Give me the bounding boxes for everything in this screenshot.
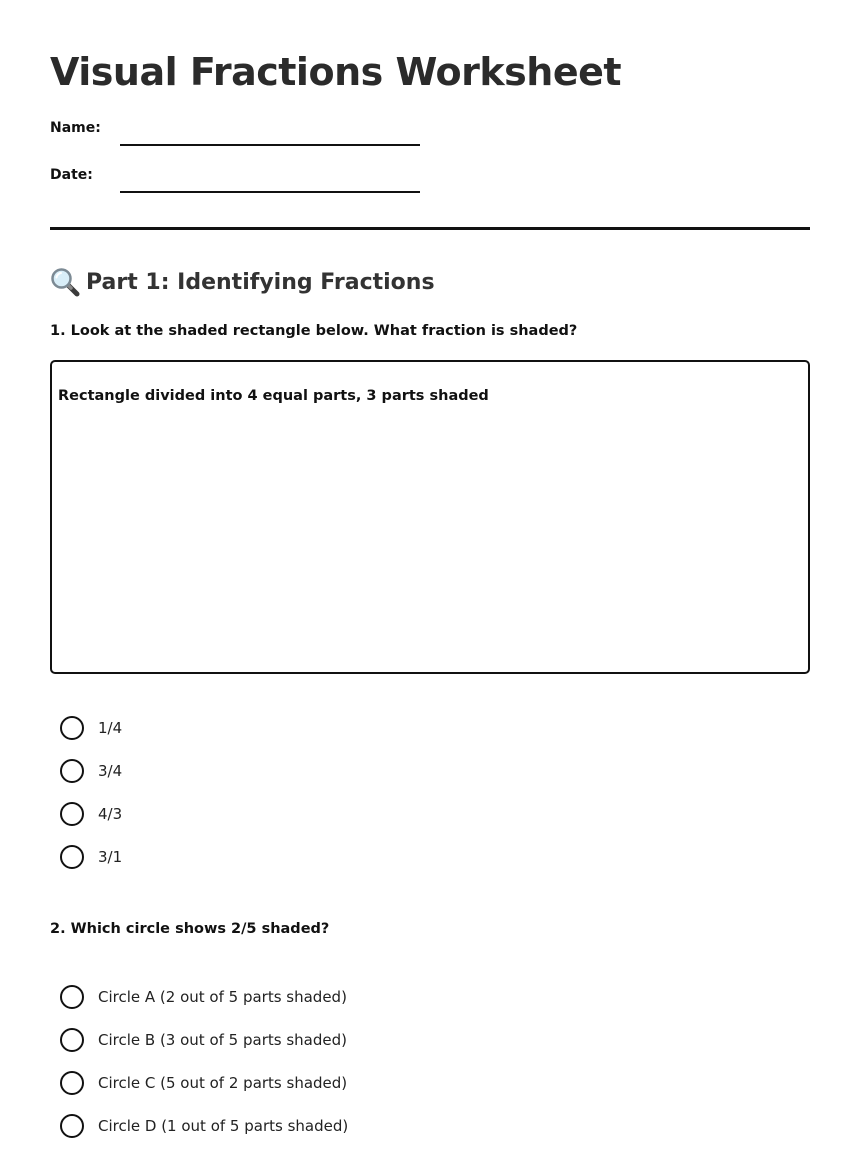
magnifying-glass-icon xyxy=(50,267,80,297)
name-label: Name: xyxy=(50,120,101,136)
radio-button[interactable] xyxy=(60,1028,84,1052)
date-field[interactable] xyxy=(120,191,420,193)
radio-button[interactable] xyxy=(60,1071,84,1095)
answer-option[interactable] xyxy=(60,985,348,1028)
answer-option[interactable] xyxy=(60,1114,348,1157)
option-label: 3/4 xyxy=(98,762,123,780)
radio-button[interactable] xyxy=(60,1114,84,1138)
question-2-prompt: 2. Which circle shows 2/5 shaded? xyxy=(50,921,330,937)
date-label: Date: xyxy=(50,167,93,183)
answer-option[interactable] xyxy=(60,802,122,845)
section-title: Part 1: Identifying Fractions xyxy=(86,269,435,295)
date-field-row xyxy=(50,163,430,193)
radio-button[interactable] xyxy=(60,845,84,869)
option-label: Circle C (5 out of 2 parts shaded) xyxy=(98,1074,348,1092)
header-divider xyxy=(50,227,810,230)
option-label: Circle D (1 out of 5 parts shaded) xyxy=(98,1117,349,1135)
radio-button[interactable] xyxy=(60,985,84,1009)
answer-option[interactable] xyxy=(60,759,122,802)
option-label: 4/3 xyxy=(98,805,123,823)
section-heading-part1 xyxy=(50,266,435,298)
radio-button[interactable] xyxy=(60,759,84,783)
question-1-figure xyxy=(50,360,810,674)
name-field-row xyxy=(50,116,430,146)
name-field[interactable] xyxy=(120,144,420,146)
option-label: Circle A (2 out of 5 parts shaded) xyxy=(98,988,347,1006)
option-label: Circle B (3 out of 5 parts shaded) xyxy=(98,1031,347,1049)
answer-option[interactable] xyxy=(60,1028,348,1071)
option-label: 3/1 xyxy=(98,848,123,866)
radio-button[interactable] xyxy=(60,802,84,826)
page-title: Visual Fractions Worksheet xyxy=(50,50,622,94)
question-2-options xyxy=(60,985,348,1157)
figure-caption: Rectangle divided into 4 equal parts, 3 parts shaded xyxy=(58,388,489,404)
radio-button[interactable] xyxy=(60,716,84,740)
question-1-options xyxy=(60,716,122,888)
option-label: 1/4 xyxy=(98,719,123,737)
answer-option[interactable] xyxy=(60,845,122,888)
answer-option[interactable] xyxy=(60,1071,348,1114)
question-1-prompt: 1. Look at the shaded rectangle below. What fraction is shaded? xyxy=(50,323,578,339)
answer-option[interactable] xyxy=(60,716,122,759)
